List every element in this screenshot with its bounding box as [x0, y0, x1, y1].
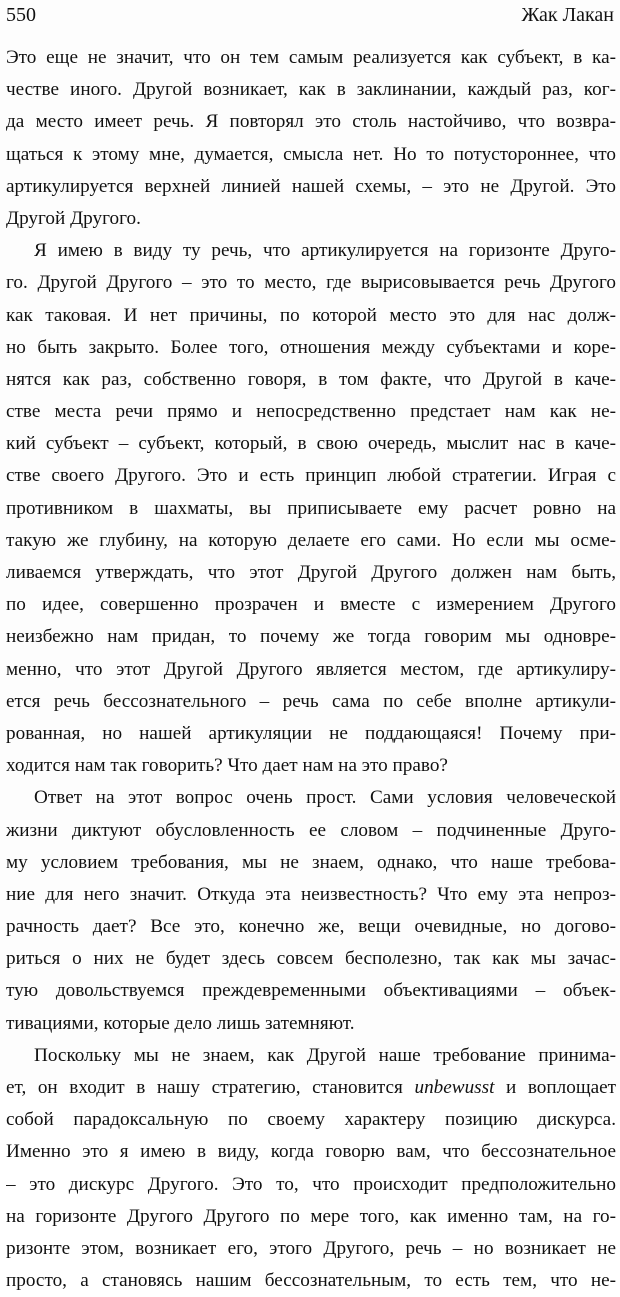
text-line: жизни диктуют обусловленность ее словом – подчиненные Друго- — [6, 819, 616, 841]
text-line: но быть закрыто. Более того, отношения между субъектами и коре- — [6, 336, 616, 358]
text-line: ризонте этом, возникает его, этого Другого, речь – но возникает не — [6, 1237, 616, 1259]
text-line: ет, он входит в нашу стратегию, становится unbewusst и воплощает — [6, 1077, 616, 1098]
text-line: на горизонте Другого Другого по мере того, как именно там, на го- — [6, 1205, 616, 1227]
text-line: как таковая. И нет причины, по которой место это для нас долж- — [6, 304, 616, 326]
text-line: стве места речи прямо и непосредственно предстает нам как не- — [6, 401, 616, 423]
text-line: стве своего Другого. Это и есть принцип любой стратегии. Играя с — [6, 465, 616, 487]
text-line: го. Другой Другого – это то место, где вырисовывается речь Другого — [6, 272, 616, 294]
text-line: му условием требования, мы не знаем, однако, что наше требова- — [6, 851, 616, 873]
text-line: Ответ на этот вопрос очень прост. Сами условия человеческой — [34, 787, 616, 809]
text-line: честве иного. Другой возникает, как в заклинании, каждый раз, ког- — [6, 79, 616, 101]
text-line: просто, а становясь нашим бессознательным, то есть тем, что не- — [6, 1270, 616, 1292]
text-line: неизбежно нам придан, то почему же тогда говорим мы одновре- — [6, 626, 616, 648]
text-line: Другой Другого. — [6, 207, 141, 229]
text-line: ливаемся утверждать, что этот Другой Другого должен нам быть, — [6, 562, 616, 583]
text-line: Я имею в виду ту речь, что артикулируется на горизонте Друго- — [34, 240, 616, 262]
text-line: ходится нам так говорить? Что дает нам на это право? — [6, 755, 448, 777]
text-line: да место имеет речь. Я повторял это столь настойчиво, что возвра- — [6, 111, 616, 133]
text-line: Именно это я имею в виду, когда говорю вам, что бессознательное — [6, 1141, 616, 1163]
text-line: по идее, совершенно прозрачен и вместе с измерением Другого — [6, 594, 616, 616]
text-line: Это еще не значит, что он тем самым реализуется как субъект, в ка- — [6, 47, 616, 68]
text-line: рованная, но нашей артикуляции не поддающаяся! Почему при- — [6, 722, 616, 744]
text-line: тую довольствуемся преждевременными объективациями – объек- — [6, 980, 616, 1002]
text-line: кий субъект – субъект, который, в свою очередь, мыслит нас в каче- — [6, 433, 616, 455]
text-line: – это дискурс Другого. Это то, что происходит предположительно — [6, 1173, 616, 1195]
text-line: рачность дает? Все это, конечно же, вещи очевидные, но догово- — [6, 916, 616, 938]
text-line: Поскольку мы не знаем, как Другой наше требование принима- — [34, 1044, 616, 1066]
text-line: менно, что этот Другой Другого является местом, где артикулиру- — [6, 658, 616, 680]
text-line: противником в шахматы, вы приписываете ему расчет ровно на — [6, 497, 616, 519]
text-line: щаться к этому мне, думается, смысла нет. Но то потустороннее, что — [6, 143, 616, 165]
running-title: Жак Лакан — [521, 4, 614, 26]
text-line: риться о них не будет здесь совсем бесполезно, так как мы зачас- — [6, 948, 616, 970]
text-line: тивациями, которые дело лишь затемняют. — [6, 1012, 355, 1034]
page-header — [6, 2, 614, 32]
text-line: ние для него значит. Откуда эта неизвестность? Что ему эта непроз- — [6, 883, 616, 905]
text-line: собой парадоксальную по своему характеру позицию дискурса. — [6, 1109, 616, 1131]
text-line: артикулируется верхней линией нашей схемы, – это не Другой. Это — [6, 175, 616, 197]
body-text — [6, 42, 616, 1297]
text-line: такую же глубину, на которую делаете его сами. Но если мы осме- — [6, 529, 616, 551]
page-number: 550 — [6, 4, 36, 26]
text-line: нятся как раз, собственно говоря, в том факте, что Другой в каче- — [6, 368, 616, 390]
text-line: ется речь бессознательного – речь сама по себе вполне артикули- — [6, 690, 616, 712]
